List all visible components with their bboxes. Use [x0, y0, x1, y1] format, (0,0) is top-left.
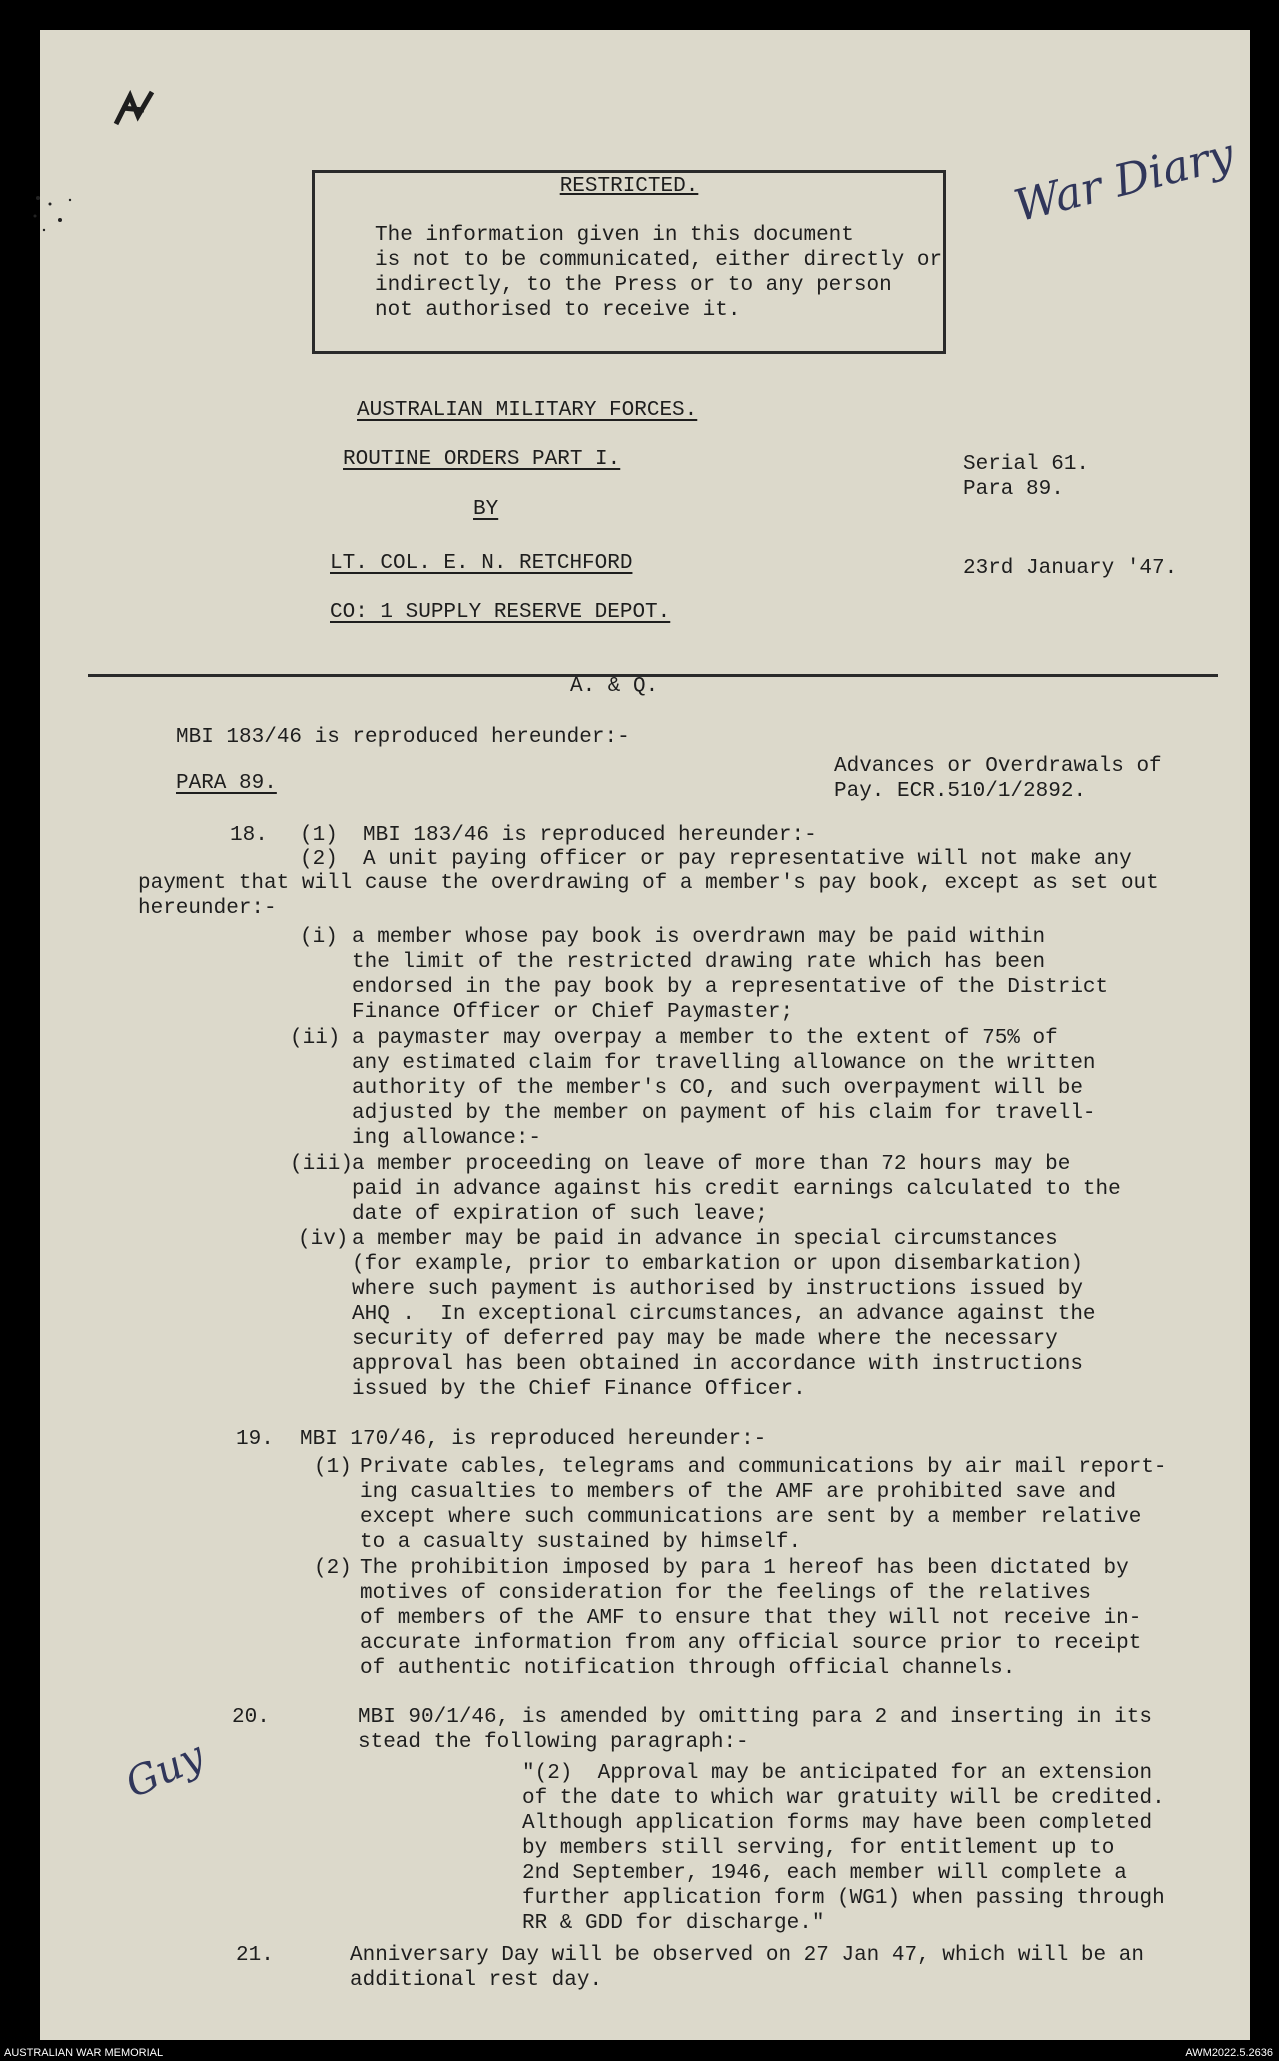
item-21-number: 21. [236, 1944, 274, 1967]
restricted-title: RESTRICTED. [559, 175, 699, 198]
item-18-iii-label: (iii) [290, 1153, 354, 1176]
item-19-number: 19. [236, 1428, 274, 1451]
item-19-s2-text: The prohibition imposed by para 1 hereof has been dictated by motives of consideration for the feelings of the relatives of members of the AMF to ensure that they will not receive in- accurate information from any official source prior to receipt of authentic notification through official channels. [360, 1557, 1142, 1680]
header-officer: LT. COL. E. N. RETCHFORD [330, 552, 633, 575]
item-19-s1-text: Private cables, telegrams and communications by air mail report- ing casualties to members of the AMF are prohibited save and except where such communications are sent by a member relative to a casualty sustained by himself. [360, 1456, 1167, 1554]
handwritten-initials: Guy [118, 1732, 211, 1808]
order-date: 23rd January '47. [963, 557, 1178, 580]
item-18-iv-label: (iv) [298, 1228, 349, 1251]
item-18-ii-label: (ii) [290, 1027, 341, 1050]
footer-source: AUSTRALIAN WAR MEMORIAL [4, 2047, 164, 2059]
item-18-i-label: (i) [300, 926, 338, 949]
restricted-notice-text: The information given in this document is not to be communicated, either directly or indirectly, to the Press or to any person not authorised to receive it. [375, 224, 943, 322]
item-18-sub2: (2) A unit paying officer or pay representative will not make any [300, 848, 1132, 871]
item-19-s2-label: (2) [314, 1557, 352, 1580]
header-routine-orders: ROUTINE ORDERS PART I. [343, 448, 621, 471]
ink-mark [108, 84, 164, 134]
header-by: BY [473, 498, 499, 521]
ink-specks [30, 190, 90, 250]
para-number: Para 89. [963, 478, 1064, 501]
item-18-number: 18. [230, 824, 268, 847]
header-forces: AUSTRALIAN MILITARY FORCES. [357, 399, 698, 422]
restricted-notice-box [312, 170, 946, 354]
item-18-ii-text: a paymaster may overpay a member to the extent of 75% of any estimated claim for travelling allowance on the written authority of the member's CO, and such overpayment will be adjusted by the member on payment of his claim for travell- ing allowance:- [352, 1027, 1096, 1150]
item-20-lead: MBI 90/1/46, is amended by omitting para 2 and inserting in its stead the following paragraph:- [358, 1706, 1152, 1754]
item-18-iii-text: a member proceeding on leave of more than 72 hours may be paid in advance against his credit earnings calculated to the date of expiration of such leave; [352, 1153, 1121, 1226]
item-20-number: 20. [232, 1706, 270, 1729]
para-label: PARA 89. [176, 772, 277, 795]
item-19-s1-label: (1) [314, 1456, 352, 1479]
item-18-sub2-cont: payment that will cause the overdrawing of a member's pay book, except as set out hereunder:- [138, 872, 1159, 920]
item-18-iv-text: a member may be paid in advance in special circumstances (for example, prior to embarkation or upon disembarkation) where such payment is authorised by instructions issued by AHQ . In exceptional circumstances, an advance against the security of deferred pay may be made where the necessary approval has been obtained in accordance with instructions issued by the Chief Finance Officer. [352, 1228, 1096, 1401]
item-19-lead: MBI 170/46, is reproduced hereunder:- [300, 1428, 767, 1451]
handwritten-war-diary: War Diary [1009, 128, 1239, 233]
item-20-quote: "(2) Approval may be anticipated for an extension of the date to which war gratuity will be credited. Although application forms may have been completed by members still serving, for entitlement up to 2nd September, 1946, each member will complete a further application form (WG1) when passing through RR & GDD for discharge." [522, 1762, 1165, 1935]
serial-number: Serial 61. [963, 453, 1090, 476]
header-unit: CO: 1 SUPPLY RESERVE DEPOT. [330, 601, 671, 624]
section-title: A. & Q. [570, 675, 659, 698]
item-18-i-text: a member whose pay book is overdrawn may be paid within the limit of the restricted drawing rate which has been endorsed in the pay book by a representative of the District Finance Officer or Chief Paymaster; [352, 926, 1109, 1024]
para-subject: Advances or Overdrawals of Pay. ECR.510/1/2892. [834, 755, 1162, 803]
intro-line: MBI 183/46 is reproduced hereunder:- [176, 726, 630, 749]
item-21-text: Anniversary Day will be observed on 27 Jan 47, which will be an additional rest day. [350, 1944, 1144, 1992]
footer-accession: AWM2022.5.2636 [1185, 2047, 1273, 2059]
item-18-sub1: (1) MBI 183/46 is reproduced hereunder:- [300, 824, 817, 847]
